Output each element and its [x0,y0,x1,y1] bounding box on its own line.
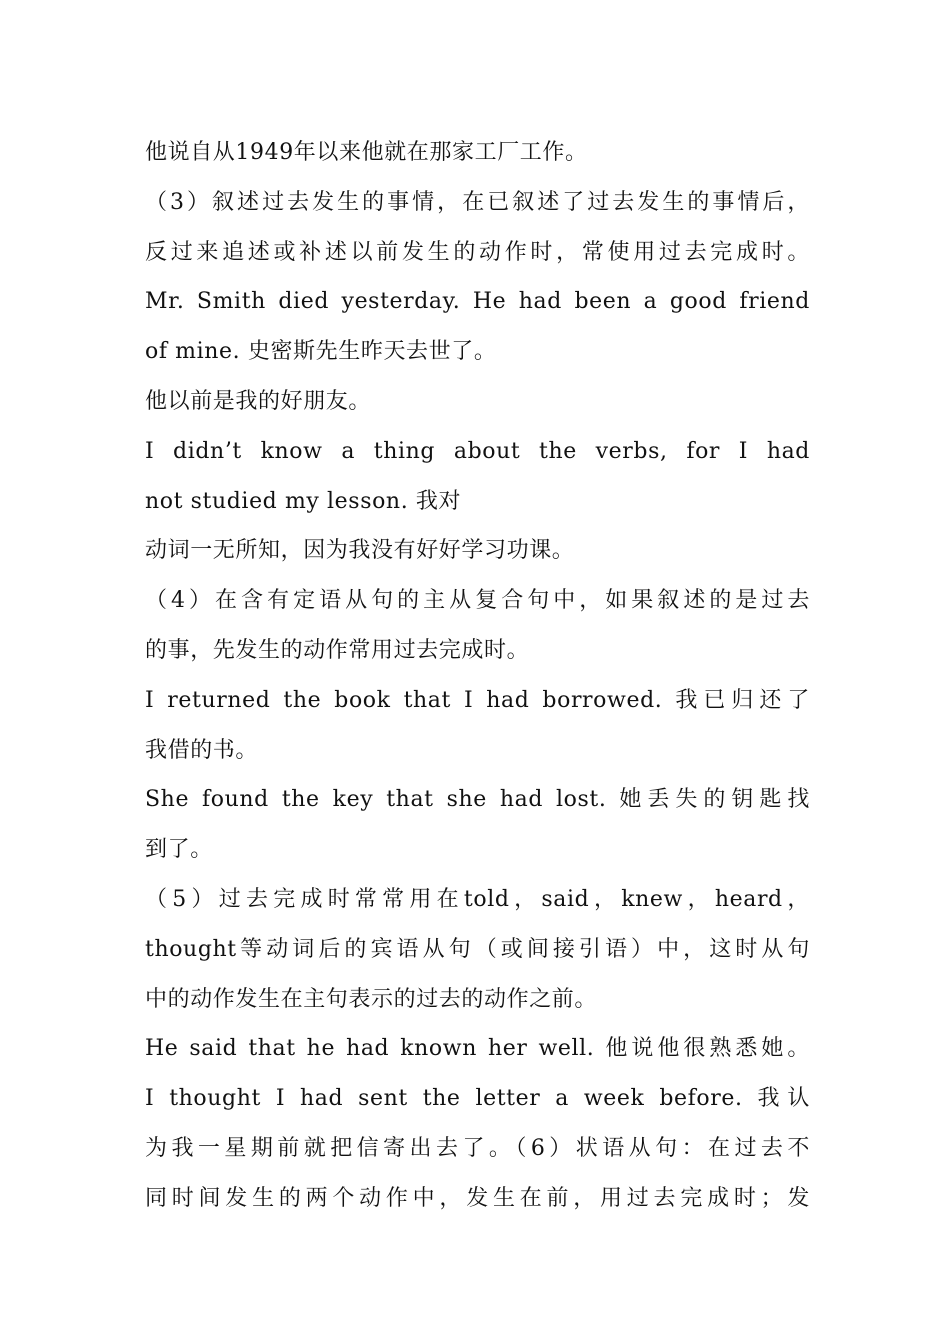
text-line: He said that he had known her well. 他说他很熟悉她。 [145,1036,810,1062]
text-line: 到了。 [145,837,213,863]
text-line: 他以前是我的好朋友。 [145,388,372,414]
text-line: 他说自从1949年以来他就在那家工厂工作。 [145,140,588,165]
text-line: 中的动作发生在主句表示的过去的动作之前。 [145,986,598,1012]
text-line: 的事，先发生的动作常用过去完成时。 [145,637,530,663]
text-line: 为我一星期前就把信寄出去了。（6）状语从句：在过去不 [145,1135,810,1161]
text-line: She found the key that she had lost. 她丢失的钥匙找 [145,787,810,813]
text-line: 我借的书。 [145,737,259,763]
text-line: （3）叙述过去发生的事情，在已叙述了过去发生的事情后， [145,189,810,215]
text-line: （5）过去完成时常常用在told，said，knew，heard， [145,886,810,912]
text-line: I returned the book that I had borrowed. 我已归还了 [145,687,810,713]
text-line: of mine. 史密斯先生昨天去世了。 [145,339,497,365]
text-line: I thought I had sent the letter a week before. 我认 [145,1086,810,1112]
text-line: thought等动词后的宾语从句（或间接引语）中，这时从句 [145,936,810,962]
text-line: （4）在含有定语从句的主从复合句中，如果叙述的是过去 [145,588,810,614]
text-line: 反过来追述或补述以前发生的动作时，常使用过去完成时。 [145,239,810,265]
text-line: I didn’t know a thing about the verbs, for I had [145,438,810,464]
text-line: Mr. Smith died yesterday. He had been a good friend [145,289,810,315]
text-line: 动词一无所知，因为我没有好好学习功课。 [145,538,575,564]
text-line: not studied my lesson. 我对 [145,488,462,514]
text-line: 同时间发生的两个动作中，发生在前，用过去完成时；发 [145,1185,810,1211]
document-body [145,128,810,1224]
